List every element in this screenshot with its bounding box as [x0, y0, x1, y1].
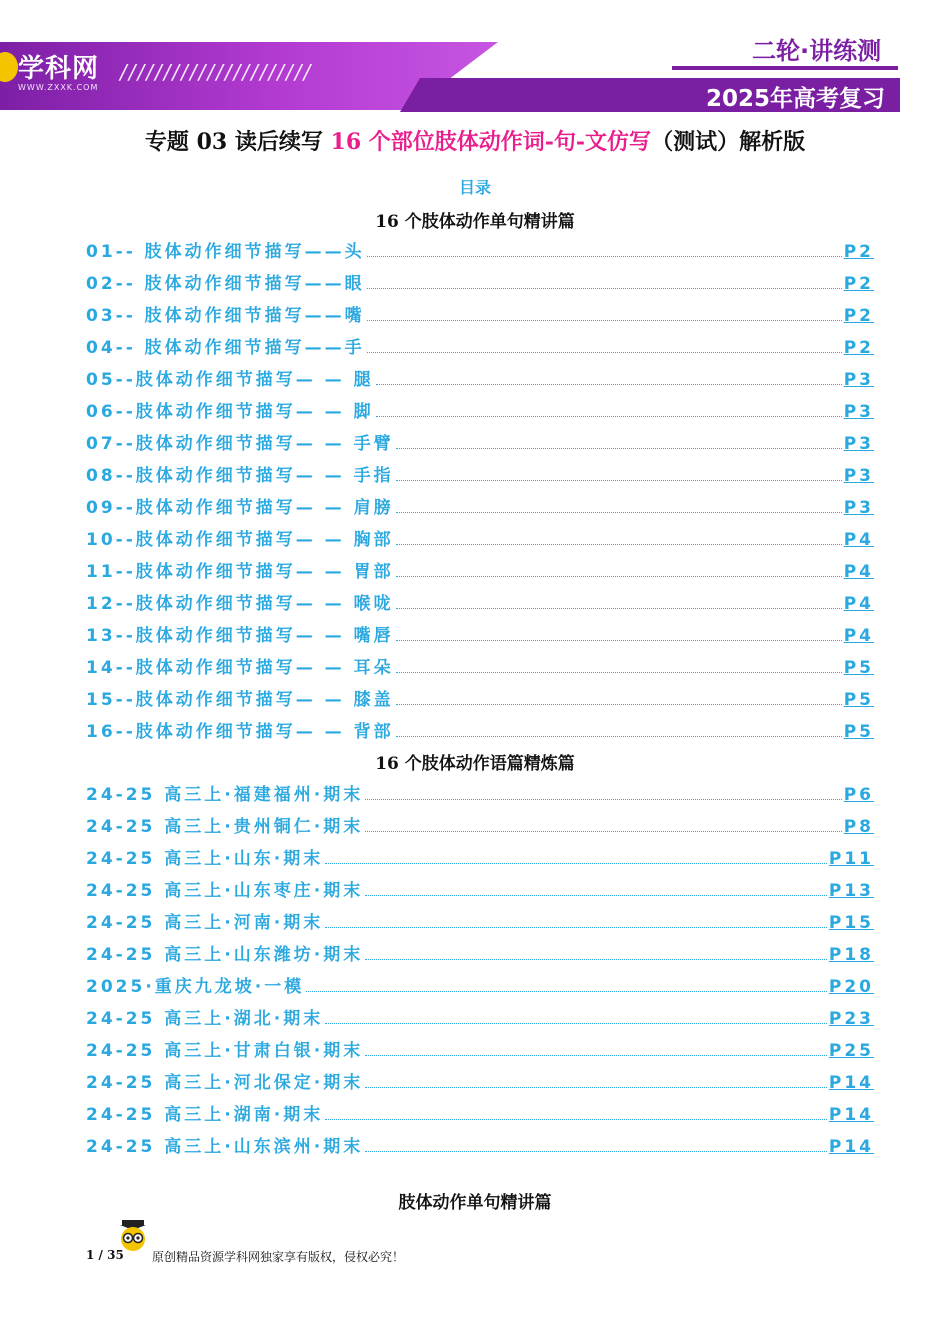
toc-entry-page-link[interactable]: P3 — [843, 370, 874, 390]
toc-entry-page-link[interactable]: P2 — [843, 242, 874, 262]
toc-leader-dots — [396, 640, 842, 641]
toc-entry-label: 02-- 肢体动作细节描写——眼 — [86, 274, 365, 294]
toc-entry[interactable] — [86, 1133, 874, 1157]
toc-leader-dots — [396, 672, 842, 673]
toc-entry-page-link[interactable]: P2 — [843, 274, 874, 294]
toc-entry-label: 24-25 高三上·甘肃白银·期末 — [86, 1041, 364, 1061]
bottom-section-heading: 肢体动作单句精讲篇 — [398, 1193, 552, 1213]
toc-entry[interactable] — [86, 334, 874, 358]
toc-leader-dots — [367, 352, 842, 353]
toc-leader-dots — [367, 320, 842, 321]
toc-entry-page-link[interactable]: P4 — [843, 594, 874, 614]
logo-url: WWW.ZXXK.COM — [18, 83, 99, 92]
toc-leader-dots — [376, 416, 842, 417]
toc-entry[interactable] — [86, 558, 874, 582]
toc-leader-dots — [396, 736, 842, 737]
toc-leader-dots — [365, 1151, 827, 1152]
toc-entry[interactable] — [86, 366, 874, 390]
toc-entry[interactable] — [86, 845, 874, 869]
toc-entry[interactable] — [86, 654, 874, 678]
toc-entry-page-link[interactable]: P3 — [843, 498, 874, 518]
toc-entry-label: 06--肢体动作细节描写— — 脚 — [86, 402, 374, 422]
toc-entry[interactable] — [86, 622, 874, 646]
toc-entry[interactable] — [86, 270, 874, 294]
toc-entry[interactable] — [86, 590, 874, 614]
toc-entry-page-link[interactable]: P6 — [843, 785, 874, 805]
year-tag: 2025年高考复习 — [706, 86, 886, 112]
toc-heading: 目录 — [458, 178, 491, 197]
toc-entry[interactable] — [86, 1101, 874, 1125]
title-suffix: （测试）解析版 — [651, 129, 806, 155]
toc-entry-label: 11--肢体动作细节描写— — 胃部 — [86, 562, 394, 582]
toc-entry-page-link[interactable]: P3 — [843, 402, 874, 422]
toc-entry[interactable] — [86, 494, 874, 518]
toc-entry[interactable] — [86, 302, 874, 326]
toc-entry-page-link[interactable]: P3 — [843, 434, 874, 454]
toc-entry-page-link[interactable]: P14 — [828, 1137, 874, 1157]
toc-entry-label: 24-25 高三上·贵州铜仁·期末 — [86, 817, 364, 837]
toc-leader-dots — [365, 1087, 827, 1088]
toc-entry-page-link[interactable]: P18 — [828, 945, 874, 965]
toc-entry-label: 09--肢体动作细节描写— — 肩膀 — [86, 498, 394, 518]
toc-entry-page-link[interactable]: P4 — [843, 530, 874, 550]
toc-leader-dots — [376, 384, 842, 385]
toc-leader-dots — [325, 1023, 827, 1024]
section2-heading: 16 个肢体动作语篇精炼篇 — [375, 754, 575, 774]
toc-entry[interactable] — [86, 813, 874, 837]
toc-leader-dots — [365, 1055, 827, 1056]
toc-entry-label: 24-25 高三上·河南·期末 — [86, 913, 324, 933]
toc-entry[interactable] — [86, 941, 874, 965]
toc-leader-dots — [365, 959, 827, 960]
toc-entry-label: 24-25 高三上·山东枣庄·期末 — [86, 881, 364, 901]
series-tag: 二轮·讲练测 — [752, 37, 882, 65]
toc-entry[interactable] — [86, 1069, 874, 1093]
toc-leader-dots — [306, 991, 827, 992]
toc-entry-page-link[interactable]: P4 — [843, 562, 874, 582]
toc-entry-label: 16--肢体动作细节描写— — 背部 — [86, 722, 394, 742]
toc-entry-page-link[interactable]: P14 — [828, 1073, 874, 1093]
toc-entry-label: 24-25 高三上·山东潍坊·期末 — [86, 945, 364, 965]
toc-entry-label: 24-25 高三上·河北保定·期末 — [86, 1073, 364, 1093]
toc-leader-dots — [365, 895, 827, 896]
toc-entry[interactable] — [86, 909, 874, 933]
mascot-icon — [116, 1218, 150, 1252]
toc-entry[interactable] — [86, 781, 874, 805]
toc-entry-label: 04-- 肢体动作细节描写——手 — [86, 338, 365, 358]
toc-entry-label: 2025·重庆九龙坡·一模 — [86, 977, 305, 997]
toc-leader-dots — [396, 448, 842, 449]
toc-entry-label: 24-25 高三上·山东·期末 — [86, 849, 324, 869]
toc-leader-dots — [325, 1119, 827, 1120]
title-prefix: 专题 03 读后续写 — [144, 129, 331, 155]
toc-entry[interactable] — [86, 398, 874, 422]
toc-entry[interactable] — [86, 462, 874, 486]
toc-entry-label: 12--肢体动作细节描写— — 喉咙 — [86, 594, 394, 614]
copyright-notice: 原创精品资源学科网独家享有版权，侵权必究！ — [152, 1250, 405, 1264]
toc-entry-page-link[interactable]: P11 — [828, 849, 874, 869]
toc-entry-page-link[interactable]: P4 — [843, 626, 874, 646]
toc-entry-label: 01-- 肢体动作细节描写——头 — [86, 242, 365, 262]
toc-entry-page-link[interactable]: P2 — [843, 338, 874, 358]
toc-entry-label: 07--肢体动作细节描写— — 手臂 — [86, 434, 394, 454]
toc-entry-page-link[interactable]: P2 — [843, 306, 874, 326]
toc-entry[interactable] — [86, 686, 874, 710]
toc-entry-label: 05--肢体动作细节描写— — 腿 — [86, 370, 374, 390]
toc-leader-dots — [396, 480, 842, 481]
toc-entry-label: 24-25 高三上·湖北·期末 — [86, 1009, 324, 1029]
page-indicator: 1 / 35 — [86, 1248, 124, 1262]
series-divider — [672, 66, 898, 70]
toc-leader-dots — [396, 544, 842, 545]
toc-entry-page-link[interactable]: P5 — [843, 690, 874, 710]
toc-entry-page-link[interactable]: P5 — [843, 658, 874, 678]
toc-entry-page-link[interactable]: P23 — [828, 1009, 874, 1029]
toc-leader-dots — [325, 927, 827, 928]
toc-entry-label: 13--肢体动作细节描写— — 嘴唇 — [86, 626, 394, 646]
toc-entry-label: 15--肢体动作细节描写— — 膝盖 — [86, 690, 394, 710]
toc-leader-dots — [365, 799, 841, 800]
toc-entry-label: 14--肢体动作细节描写— — 耳朵 — [86, 658, 394, 678]
section1-heading: 16 个肢体动作单句精讲篇 — [375, 212, 575, 232]
title-highlight: 16 个部位肢体动作词-句-文仿写 — [330, 129, 652, 155]
toc-entry-page-link[interactable]: P13 — [828, 881, 874, 901]
toc-leader-dots — [365, 831, 841, 832]
toc-entry[interactable] — [86, 973, 874, 997]
toc-leader-dots — [367, 288, 842, 289]
toc-leader-dots — [396, 608, 842, 609]
toc-entry-page-link[interactable]: P3 — [843, 466, 874, 486]
toc-entry-page-link[interactable]: P5 — [843, 722, 874, 742]
toc-leader-dots — [396, 704, 842, 705]
toc-entry-label: 03-- 肢体动作细节描写——嘴 — [86, 306, 365, 326]
toc-entry-label: 08--肢体动作细节描写— — 手指 — [86, 466, 394, 486]
toc-entry-label: 24-25 高三上·湖南·期末 — [86, 1105, 324, 1125]
banner-stripes: ////////////////////// — [120, 60, 313, 84]
toc-entry-page-link[interactable]: P20 — [828, 977, 874, 997]
toc-entry[interactable] — [86, 526, 874, 550]
toc-leader-dots — [396, 576, 842, 577]
logo-text: 学科网 — [18, 54, 100, 84]
toc-entry-label: 24-25 高三上·福建福州·期末 — [86, 785, 364, 805]
toc-entry-page-link[interactable]: P14 — [828, 1105, 874, 1125]
toc-entry[interactable] — [86, 877, 874, 901]
page-title — [0, 125, 950, 156]
toc-entry-page-link[interactable]: P8 — [843, 817, 874, 837]
toc-entry[interactable] — [86, 1005, 874, 1029]
toc-entry[interactable] — [86, 430, 874, 454]
toc-leader-dots — [367, 256, 842, 257]
toc-entry[interactable] — [86, 238, 874, 262]
toc-entry[interactable] — [86, 718, 874, 742]
toc-entry-page-link[interactable]: P25 — [828, 1041, 874, 1061]
toc-entry-label: 24-25 高三上·山东滨州·期末 — [86, 1137, 364, 1157]
toc-entry-label: 10--肢体动作细节描写— — 胸部 — [86, 530, 394, 550]
toc-leader-dots — [325, 863, 827, 864]
toc-entry-page-link[interactable]: P15 — [828, 913, 874, 933]
toc-entry[interactable] — [86, 1037, 874, 1061]
toc-leader-dots — [396, 512, 842, 513]
